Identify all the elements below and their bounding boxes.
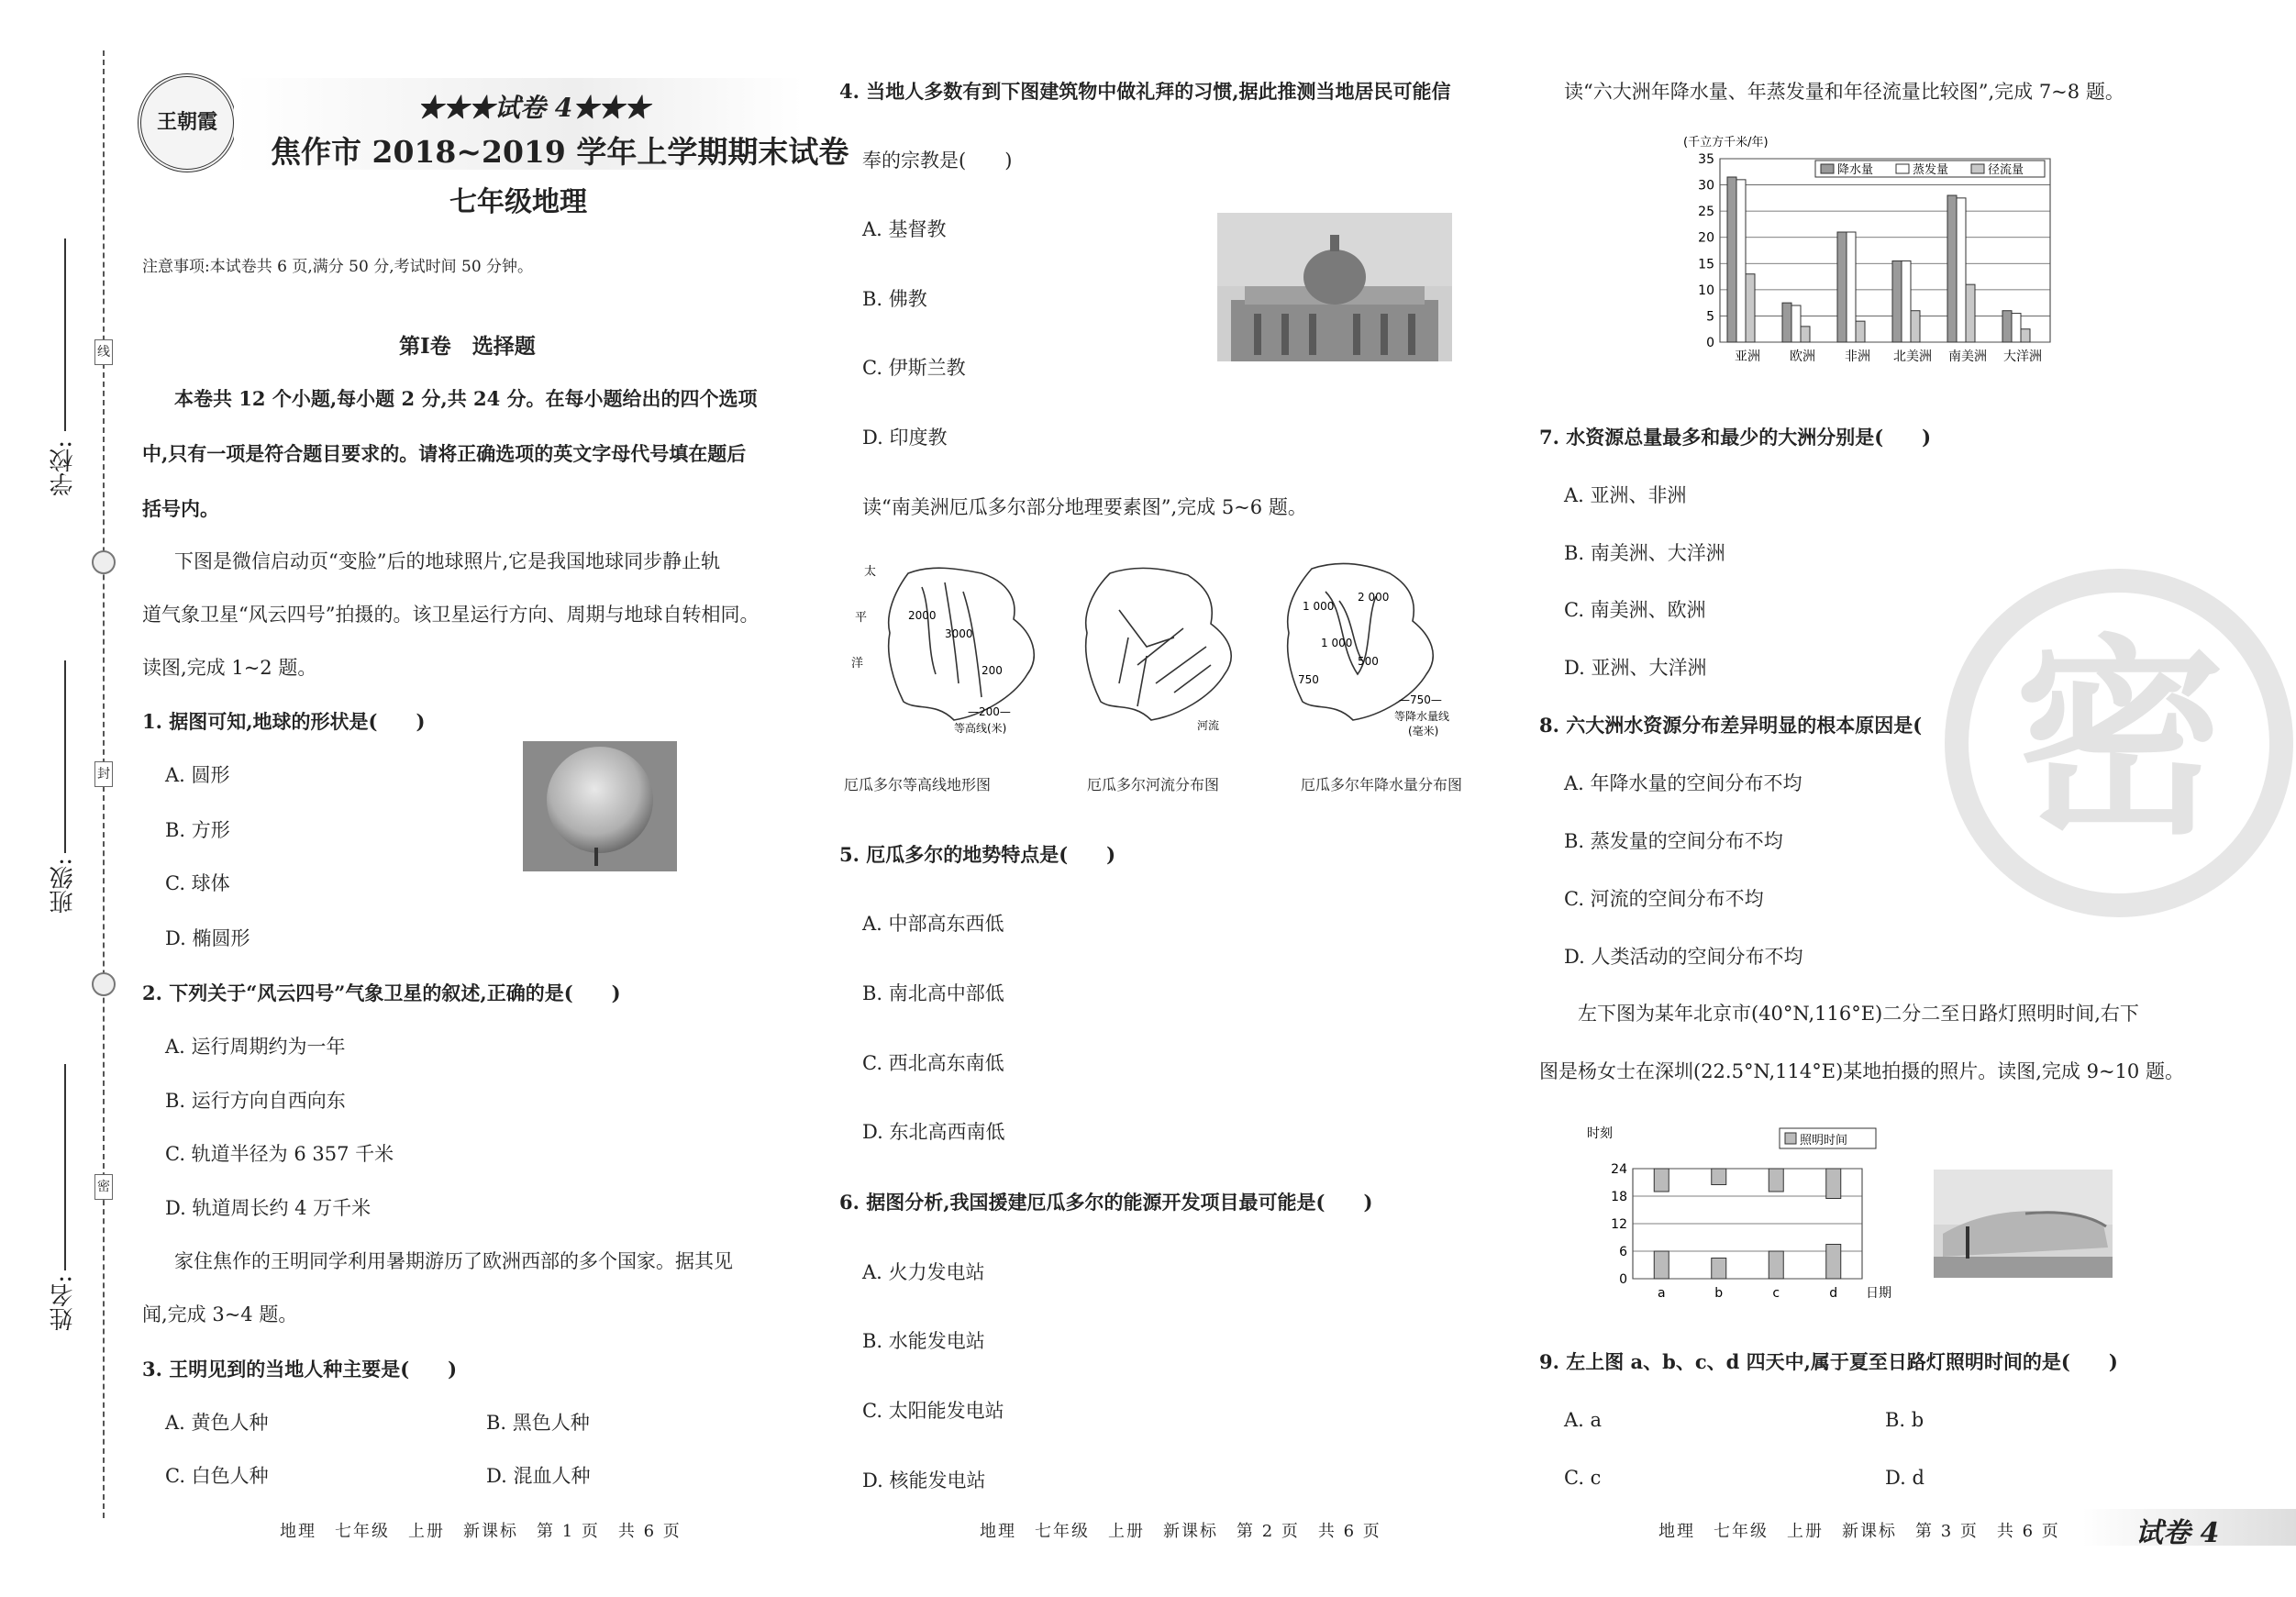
lighting-bar	[1712, 1259, 1726, 1280]
q3-option-b[interactable]: B. 黑色人种	[486, 1412, 590, 1434]
contour-label: 2000	[908, 609, 937, 622]
bar-降水量	[1947, 195, 1957, 342]
bar-径流量	[1966, 284, 1975, 342]
q2-option-b[interactable]: B. 运行方向自西向东	[165, 1090, 346, 1112]
q8-option-c[interactable]: C. 河流的空间分布不均	[1564, 888, 1764, 910]
water-chart	[1683, 133, 2069, 381]
lighting-bar	[1654, 1251, 1669, 1279]
intro-text: 家住焦作的王明同学利用暑期游历了欧洲西部的多个国家。据其见	[174, 1250, 733, 1272]
bar-降水量	[1892, 261, 1902, 342]
map-caption: 厄瓜多尔等高线地形图	[844, 776, 992, 793]
x-axis-title: 日期	[1866, 1286, 1891, 1301]
q4-option-a[interactable]: A. 基督教	[862, 218, 947, 240]
rainfall-label: 500	[1358, 655, 1379, 668]
paper-badge: ★★★试卷 4★★★	[417, 93, 650, 123]
rainfall-label: 1 000	[1321, 637, 1353, 649]
q5-option-c[interactable]: C. 西北高东南低	[862, 1052, 1004, 1074]
contour-label: 3000	[945, 627, 973, 640]
section-title: 第Ⅰ卷 选择题	[399, 334, 536, 359]
q4-option-b[interactable]: B. 佛教	[862, 288, 927, 310]
x-tick-label: c	[1772, 1286, 1780, 1301]
x-tick-label: 欧洲	[1790, 349, 1815, 364]
y-tick-label: 5	[1706, 309, 1714, 325]
q6-option-d[interactable]: D. 核能发电站	[862, 1469, 986, 1492]
rainfall-label: 750	[1298, 673, 1319, 686]
q4-option-c[interactable]: C. 伊斯兰教	[862, 357, 966, 379]
earth-photo	[523, 741, 677, 871]
name-label: 姓名:	[50, 1275, 77, 1331]
secret-stamp: 密	[1945, 569, 2293, 917]
paper-badge-footer: 试卷 4	[2135, 1517, 2220, 1549]
q2-option-c[interactable]: C. 轨道半径为 6 357 千米	[165, 1143, 394, 1165]
binding-seal-icon	[92, 550, 116, 574]
page-footer: 地理 七年级 上册 新课标 第 3 页 共 6 页	[1658, 1522, 2060, 1541]
question-7: 7. 水资源总量最多和最少的大洲分别是( )	[1539, 426, 1932, 449]
y-tick-label: 12	[1611, 1217, 1627, 1232]
legend-label: 降水量	[1837, 163, 1874, 177]
bar-蒸发量	[1791, 305, 1801, 342]
y-tick-label: 20	[1698, 230, 1714, 246]
rainfall-legend: 等降水量线	[1394, 710, 1450, 723]
bar-降水量	[1727, 177, 1736, 342]
intro-text: 读“六大洲年降水量、年蒸发量和年径流量比较图”,完成 7~8 题。	[1564, 81, 2124, 103]
contour-legend-value: —200—	[968, 705, 1011, 718]
q2-option-a[interactable]: A. 运行周期约为一年	[165, 1036, 346, 1058]
q7-option-b[interactable]: B. 南美洲、大洋洲	[1564, 542, 1725, 564]
legend-label: 径流量	[1988, 163, 2024, 177]
bar-蒸发量	[1847, 232, 1856, 342]
q2-option-d[interactable]: D. 轨道周长约 4 万千米	[165, 1197, 372, 1219]
exam-title: 焦作市 2018~2019 学年上学期期末试卷	[271, 134, 849, 170]
binding-seal-icon	[92, 972, 116, 996]
y-tick-label: 25	[1698, 205, 1714, 220]
lighting-bar	[1654, 1169, 1669, 1192]
bar-径流量	[1746, 274, 1755, 342]
x-tick-label: 大洋洲	[2003, 349, 2042, 364]
x-tick-label: 南美洲	[1948, 349, 1987, 364]
river-legend: 河流	[1197, 719, 1220, 732]
legend-swatch	[1821, 164, 1834, 173]
lighting-bar	[1826, 1169, 1841, 1199]
page-footer: 地理 七年级 上册 新课标 第 2 页 共 6 页	[980, 1522, 1381, 1541]
bar-径流量	[1911, 311, 1920, 342]
x-tick-label: 亚洲	[1735, 349, 1760, 364]
lighting-bar	[1769, 1251, 1783, 1279]
lighting-chart	[1587, 1121, 1899, 1309]
legend-label: 照明时间	[1800, 1134, 1848, 1148]
question-5: 5. 厄瓜多尔的地势特点是( )	[839, 843, 1116, 866]
contour-label: 200	[982, 664, 1003, 677]
bar-蒸发量	[2012, 314, 2021, 342]
question-1: 1. 据图可知,地球的形状是( )	[142, 710, 426, 733]
map-caption: 厄瓜多尔河流分布图	[1087, 776, 1220, 793]
bar-降水量	[1782, 303, 1791, 342]
question-8: 8. 六大洲水资源分布差异明显的根本原因是( )	[1539, 714, 1970, 737]
exam-notice: 注意事项:本试卷共 6 页,满分 50 分,考试时间 50 分钟。	[142, 258, 534, 276]
lighting-bar	[1712, 1169, 1726, 1185]
intro-text: 读图,完成 1~2 题。	[142, 657, 317, 679]
instructions-line: 括号内。	[142, 497, 219, 520]
school-label: 学校:	[50, 440, 77, 496]
q1-option-a[interactable]: A. 圆形	[165, 764, 230, 786]
q4-option-d[interactable]: D. 印度教	[862, 427, 948, 449]
x-tick-label: 非洲	[1845, 349, 1870, 364]
lighting-bar	[1769, 1169, 1783, 1192]
q7-option-d[interactable]: D. 亚洲、大洋洲	[1564, 657, 1707, 679]
question-4-cont: 奉的宗教是( )	[862, 150, 1013, 172]
map-label-ocean: 太	[864, 565, 877, 579]
q5-option-a[interactable]: A. 中部高东西低	[862, 913, 1004, 935]
instructions-line: 本卷共 12 个小题,每小题 2 分,共 24 分。在每小题给出的四个选项	[174, 387, 758, 410]
bar-径流量	[2021, 329, 2030, 342]
legend-swatch	[1971, 164, 1984, 173]
question-4: 4. 当地人多数有到下图建筑物中做礼拜的习惯,据此推测当地居民可能信	[839, 80, 1451, 103]
q3-option-a[interactable]: A. 黄色人种	[165, 1412, 269, 1434]
bar-径流量	[1856, 321, 1865, 342]
x-tick-label: a	[1657, 1286, 1666, 1301]
page-footer: 地理 七年级 上册 新课标 第 1 页 共 6 页	[280, 1522, 682, 1541]
y-tick-label: 0	[1619, 1272, 1627, 1287]
rainfall-legend-unit: (毫米)	[1408, 725, 1439, 738]
q1-option-c[interactable]: C. 球体	[165, 872, 230, 894]
bar-蒸发量	[1902, 261, 1911, 342]
legend-swatch	[1785, 1133, 1796, 1144]
map-caption: 厄瓜多尔年降水量分布图	[1301, 776, 1463, 793]
y-tick-label: 0	[1706, 336, 1714, 350]
q5-option-b[interactable]: B. 南北高中部低	[862, 982, 1004, 1004]
legend-swatch	[1896, 164, 1909, 173]
q3-option-d[interactable]: D. 混血人种	[486, 1465, 591, 1487]
bar-蒸发量	[1736, 180, 1746, 342]
bar-降水量	[2002, 311, 2012, 342]
seal-line-mark: 线	[94, 339, 113, 365]
class-label: 班级:	[50, 858, 77, 914]
x-tick-label: d	[1829, 1286, 1838, 1301]
question-9: 9. 左上图 a、b、c、d 四天中,属于夏至日路灯照明时间的是( )	[1539, 1350, 2118, 1373]
intro-text: 下图是微信启动页“变脸”后的地球照片,它是我国地球同步静止轨	[174, 550, 721, 572]
intro-text: 左下图为某年北京市(40°N,116°E)二分二至日路灯照明时间,右下	[1578, 1003, 2139, 1025]
y-tick-label: 18	[1611, 1190, 1627, 1204]
q6-option-c[interactable]: C. 太阳能发电站	[862, 1400, 1004, 1422]
y-tick-label: 30	[1698, 178, 1714, 194]
seal-secret-mark: 密	[94, 1174, 113, 1200]
q7-option-c[interactable]: C. 南美洲、欧洲	[1564, 599, 1706, 621]
intro-text: 闻,完成 3~4 题。	[142, 1303, 298, 1325]
brand-logo: 王朝霞	[138, 73, 237, 172]
bar-径流量	[1801, 327, 1810, 342]
x-tick-label: 北美洲	[1893, 349, 1932, 364]
q6-option-b[interactable]: B. 水能发电站	[862, 1330, 985, 1352]
q8-option-b[interactable]: B. 蒸发量的空间分布不均	[1564, 830, 1783, 852]
intro-text: 图是杨女士在深圳(22.5°N,114°E)某地拍摄的照片。读图,完成 9~10 题。	[1539, 1060, 2184, 1082]
exam-subject: 七年级地理	[449, 186, 587, 218]
y-axis-title: (千立方千米/年)	[1683, 136, 1769, 150]
plot-frame	[1720, 159, 2050, 342]
intro-text: 道气象卫星“风云四号”拍摄的。该卫星运行方向、周期与地球自转相同。	[142, 604, 760, 626]
x-tick-label: b	[1714, 1286, 1724, 1301]
y-tick-label: 15	[1698, 257, 1714, 272]
map-label-ocean: 平	[855, 611, 868, 625]
lighting-bar	[1826, 1245, 1841, 1280]
q1-option-d[interactable]: D. 椭圆形	[165, 927, 250, 949]
q9-option-b[interactable]: B. b	[1885, 1409, 1924, 1431]
y-tick-label: 6	[1619, 1245, 1627, 1259]
question-2: 2. 下列关于“风云四号”气象卫星的叙述,正确的是( )	[142, 981, 621, 1004]
contour-legend: 等高线(米)	[954, 722, 1007, 735]
school-field[interactable]	[64, 238, 66, 431]
y-tick-label: 24	[1611, 1162, 1627, 1177]
seal-seal-mark: 封	[94, 761, 113, 787]
name-field[interactable]	[64, 1064, 66, 1270]
q8-option-d[interactable]: D. 人类活动的空间分布不均	[1564, 946, 1803, 968]
q3-option-c[interactable]: C. 白色人种	[165, 1465, 269, 1487]
q1-option-b[interactable]: B. 方形	[165, 819, 230, 841]
rainfall-legend-value: —750—	[1399, 693, 1442, 706]
class-field[interactable]	[64, 660, 66, 853]
question-3: 3. 王明见到的当地人种主要是( )	[142, 1358, 458, 1381]
bar-蒸发量	[1957, 198, 1966, 342]
q5-option-d[interactable]: D. 东北高西南低	[862, 1121, 1005, 1143]
q7-option-a[interactable]: A. 亚洲、非洲	[1564, 484, 1687, 506]
question-6: 6. 据图分析,我国援建厄瓜多尔的能源开发项目最可能是( )	[839, 1191, 1373, 1214]
q9-option-a[interactable]: A. a	[1564, 1409, 1603, 1431]
rainfall-label: 1 000	[1303, 600, 1335, 613]
y-axis-title: 时刻	[1587, 1126, 1613, 1141]
q9-option-d[interactable]: D. d	[1885, 1467, 1924, 1489]
train-photo	[1934, 1170, 2113, 1278]
q6-option-a[interactable]: A. 火力发电站	[862, 1261, 985, 1283]
church-photo	[1217, 213, 1452, 361]
q8-option-a[interactable]: A. 年降水量的空间分布不均	[1564, 772, 1802, 794]
intro-text: 读“南美洲厄瓜多尔部分地理要素图”,完成 5~6 题。	[862, 496, 1307, 518]
y-tick-label: 10	[1698, 283, 1714, 298]
bar-降水量	[1837, 232, 1847, 342]
q9-option-c[interactable]: C. c	[1564, 1467, 1602, 1489]
rainfall-label: 2 000	[1358, 591, 1390, 604]
instructions-line: 中,只有一项是符合题目要求的。请将正确选项的英文字母代号填在题后	[142, 442, 747, 465]
map-label-ocean: 洋	[851, 657, 864, 671]
ecuador-maps	[844, 546, 1495, 748]
y-tick-label: 35	[1698, 152, 1714, 167]
legend-label: 蒸发量	[1913, 163, 1949, 177]
